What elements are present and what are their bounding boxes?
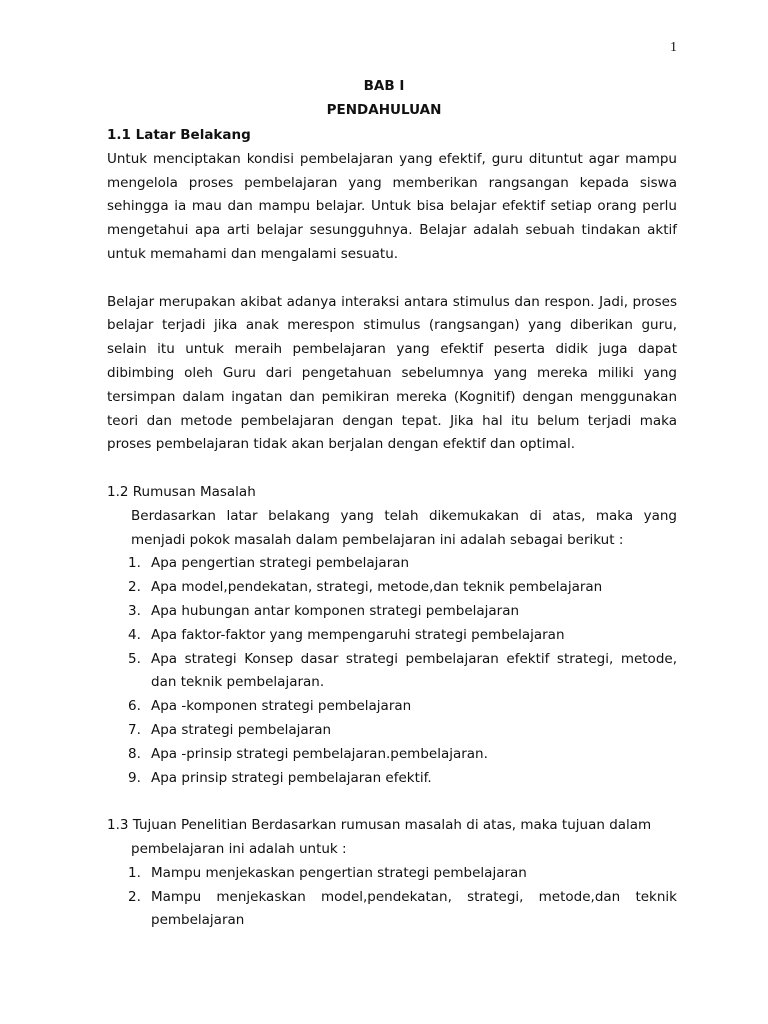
section-1-paragraph-1: Untuk menciptakan kondisi pembelajaran yang efektif, guru dituntut agar mampu mengelola proses pembelajaran yang memberikan rangsangan kepada siswa sehingga ia mau dan mampu belajar. Untuk bisa belajar efektif setiap orang perlu mengetahui apa arti belajar sesungguhnya. Belajar adalah sebuah tindakan aktif untuk memahami dan mengalami sesuatu.: [107, 150, 677, 262]
section-3-title-continuation: pembelajaran ini adalah untuk :: [131, 840, 347, 857]
section-1-paragraph-2: Belajar merupakan akibat adanya interaksi antara stimulus dan respon. Jadi, proses belajar terjadi jika anak merespon stimulus (rangsangan) yang diberikan guru, selain itu untuk meraih pembelajaran yang efektif peserta didik juga dapat dibimbing oleh Guru dari pengetahuan sebelumnya yang mereka miliki yang tersimpan dalam ingatan dan pemikiran mereka (Kognitif) dengan menggunakan teori dan metode pembelajaran dengan tepat. Jika hal itu belum terjadi maka proses pembelajaran tidak akan berjalan dengan efektif dan optimal.: [107, 293, 677, 453]
list-text: Apa -prinsip strategi pembelajaran.pembelajaran.: [151, 745, 488, 762]
list-text: Mampu menjekaskan model,pendekatan, strategi, metode,dan teknik pembelajaran: [151, 888, 677, 929]
list-item: [107, 862, 677, 886]
list-text: Apa hubungan antar komponen strategi pembelajaran: [151, 602, 520, 619]
list-number: 8.: [128, 745, 141, 762]
list-text: Apa model,pendekatan, strategi, metode,dan teknik pembelajaran: [151, 579, 603, 596]
list-number: 3.: [128, 602, 141, 619]
objective-list: [107, 862, 677, 933]
list-number: 1.: [128, 555, 141, 572]
list-number: 9.: [128, 769, 141, 786]
paragraph-gap: [107, 457, 677, 481]
section-2-intro: Berdasarkan latar belakang yang telah dikemukakan di atas, maka yang menjadi pokok masalah dalam pembelajaran ini adalah sebagai berikut :: [131, 507, 677, 548]
list-text: Mampu menjekaskan pengertian strategi pembelajaran: [151, 864, 527, 881]
list-item: [107, 552, 677, 576]
section-2-title: 1.2 Rumusan Masalah: [107, 483, 256, 500]
section-3-title: 1.3 Tujuan Penelitian Berdasarkan rumusan masalah di atas, maka tujuan dalam: [107, 817, 652, 834]
page-number: 1: [670, 40, 677, 55]
list-item: [107, 719, 677, 743]
list-item: [107, 600, 677, 624]
document-body: [107, 124, 677, 933]
list-item: [107, 648, 677, 696]
list-number: 7.: [128, 721, 141, 738]
list-item: [107, 886, 677, 934]
list-number: 2.: [128, 579, 141, 596]
list-text: Apa strategi pembelajaran: [151, 721, 332, 738]
list-number: 1.: [128, 864, 141, 881]
section-1-title: 1.1 Latar Belakang: [107, 127, 251, 143]
chapter-title: PENDAHULUAN: [326, 102, 442, 118]
section-2-intro-block: [107, 505, 677, 553]
list-number: 4.: [128, 626, 141, 643]
list-text: Apa pengertian strategi pembelajaran: [151, 555, 410, 572]
list-text: Apa -komponen strategi pembelajaran: [151, 698, 412, 715]
paragraph-gap: [107, 267, 677, 291]
list-item: [107, 695, 677, 719]
list-number: 6.: [128, 698, 141, 715]
list-number: 2.: [128, 888, 141, 905]
chapter-label: BAB I: [363, 78, 405, 94]
list-text: Apa strategi Konsep dasar strategi pembelajaran efektif strategi, metode, dan teknik pembelajaran.: [151, 650, 677, 691]
list-item: [107, 743, 677, 767]
list-number: 5.: [128, 650, 141, 667]
list-text: Apa faktor-faktor yang mempengaruhi strategi pembelajaran: [151, 626, 565, 643]
paragraph-gap: [107, 790, 677, 814]
list-item: [107, 624, 677, 648]
list-item: [107, 576, 677, 600]
list-text: Apa prinsip strategi pembelajaran efektif.: [151, 769, 432, 786]
problem-list: [107, 552, 677, 790]
list-item: [107, 767, 677, 791]
